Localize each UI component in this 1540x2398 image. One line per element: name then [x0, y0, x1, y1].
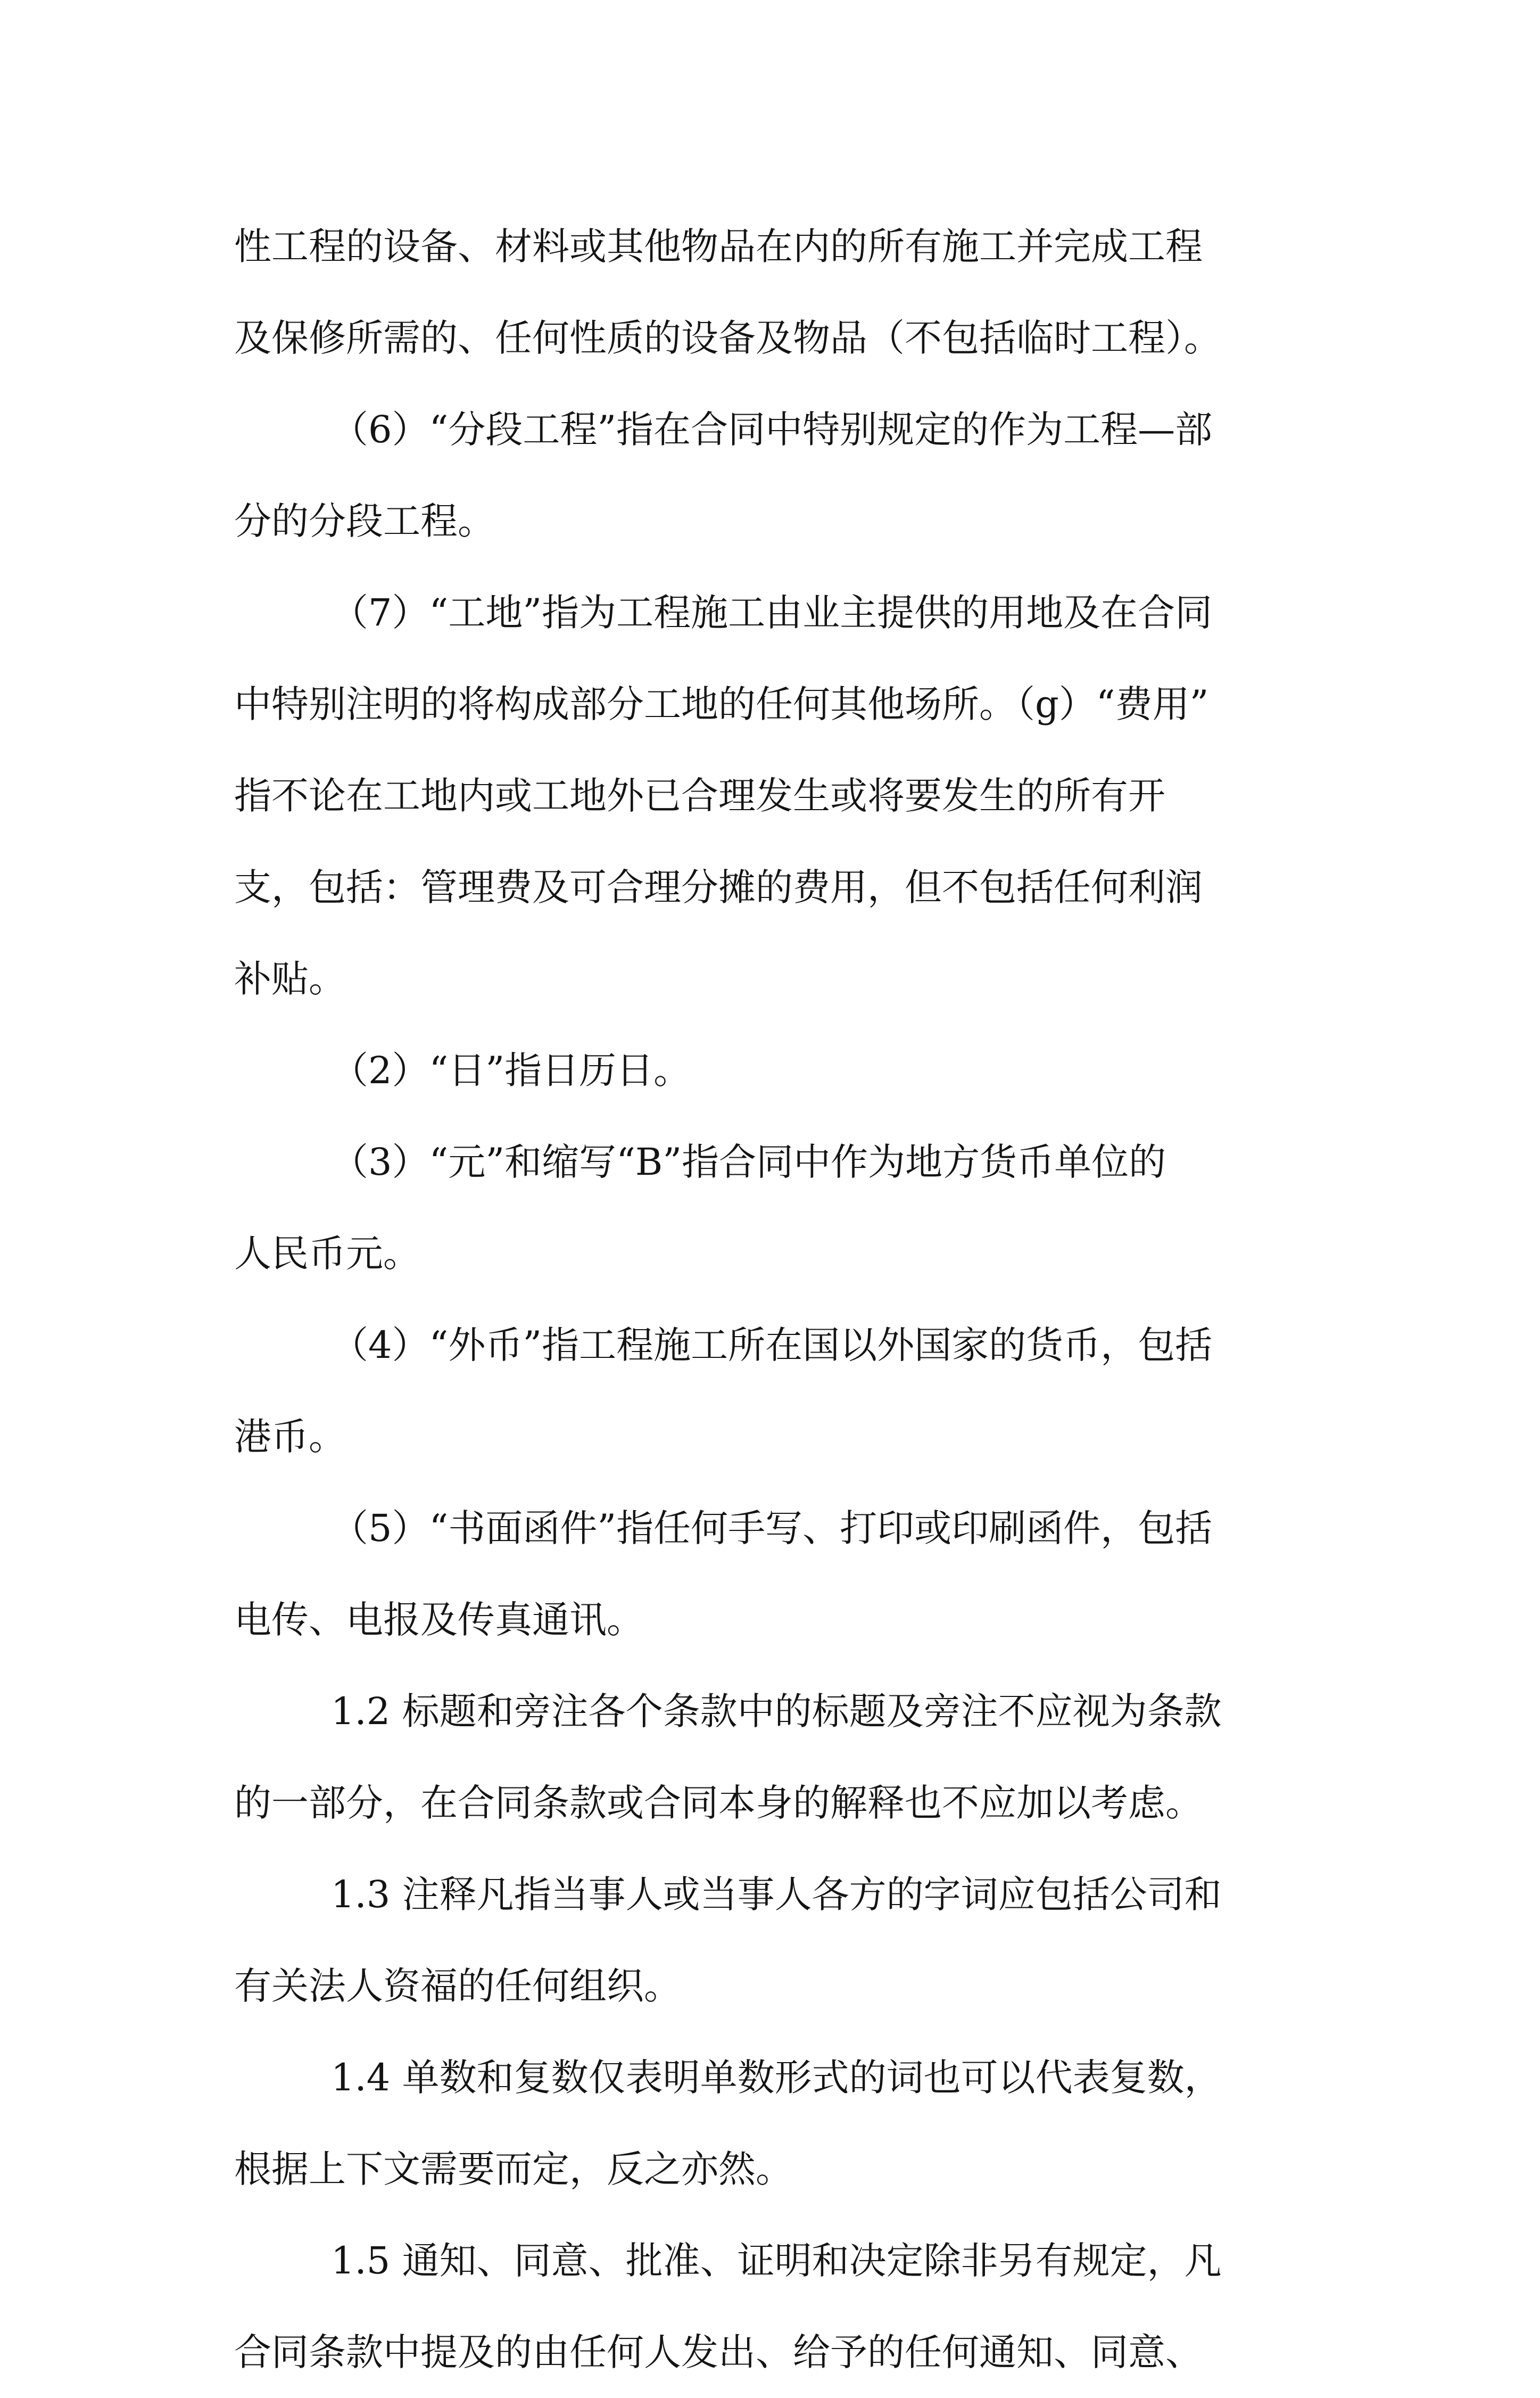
text-line: （4）“外币”指工程施工所在国以外国家的货币，包括	[331, 1323, 1213, 1367]
text-line: 1.4 单数和复数仅表明单数形式的词也可以代表复数，	[331, 2056, 1222, 2099]
text-line: 人民币元。	[234, 1232, 420, 1275]
text-line: 1.5 通知、同意、批准、证明和决定除非另有规定，凡	[331, 2239, 1222, 2282]
document-body	[234, 201, 1325, 2398]
text-line: 及保修所需的、任何性质的设备及物品（不包括临时工程）。	[234, 316, 1221, 360]
text-line: 支，包括：管理费及可合理分摊的费用，但不包括任何利润	[234, 866, 1203, 909]
text-line: （3）“元”和缩写“B”指合同中作为地方货币单位的	[331, 1140, 1166, 1184]
text-line: 性工程的设备、材料或其他物品在内的所有施工并完成工程	[234, 225, 1203, 268]
text-line: 1.2 标题和旁注各个条款中的标题及旁注不应视为条款	[331, 1690, 1222, 1733]
text-line: 合同条款中提及的由任何人发出、给予的任何通知、同意、	[234, 2330, 1203, 2374]
text-line: 指不论在工地内或工地外已合理发生或将要发生的所有开	[234, 774, 1165, 818]
text-line: （5）“书面函件”指任何手写、打印或印刷函件，包括	[331, 1506, 1213, 1550]
text-line: 根据上下文需要而定，反之亦然。	[234, 2147, 793, 2191]
text-line: 补贴。	[234, 957, 346, 1001]
text-line: 中特别注明的将构成部分工地的任何其他场所。（g）“费用”	[234, 682, 1209, 726]
text-line: （2）“日”指日历日。	[331, 1049, 691, 1092]
text-line: （6）“分段工程”指在合同中特别规定的作为工程—部	[331, 408, 1213, 451]
text-line: 1.3 注释凡指当事人或当事人各方的字词应包括公司和	[331, 1873, 1222, 1916]
text-line: 分的分段工程。	[234, 499, 495, 543]
text-line: 电传、电报及传真通讯。	[234, 1598, 644, 1642]
text-line: 有关法人资福的任何组织。	[234, 1964, 681, 2008]
text-line: （7）“工地”指为工程施工由业主提供的用地及在合同	[331, 591, 1213, 634]
text-line: 的一部分，在合同条款或合同本身的解释也不应加以考虑。	[234, 1781, 1203, 1825]
text-line: 港币。	[234, 1415, 346, 1458]
